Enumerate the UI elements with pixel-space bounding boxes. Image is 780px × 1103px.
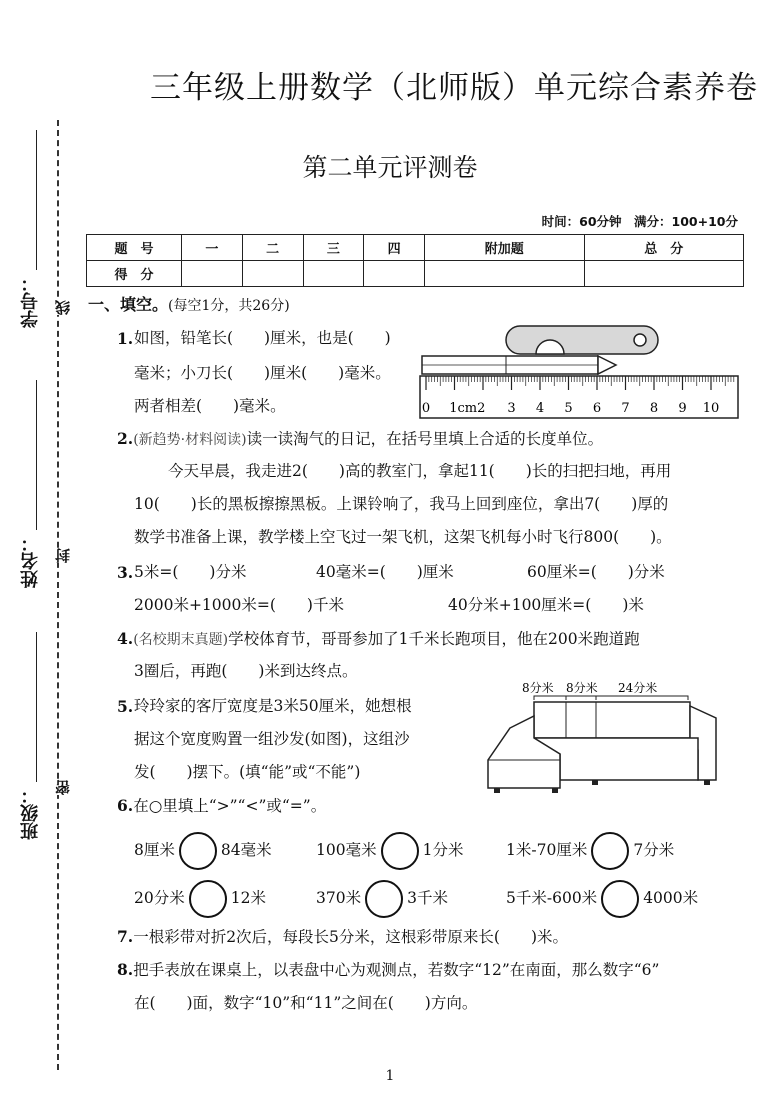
q2-header: 2.(新趋势·材料阅读)读一读淘气的日记，在括号里填上合适的长度单位。 [117, 429, 604, 448]
score-cell: 三 [303, 235, 364, 261]
page-title: 三年级上册数学（北师版）单元综合素养卷 [150, 70, 758, 106]
score-blank[interactable] [364, 261, 425, 287]
score-blank[interactable] [303, 261, 364, 287]
score-blank[interactable] [425, 261, 584, 287]
q3-number: 3. [117, 563, 134, 582]
q1-number: 1. [117, 329, 134, 348]
knife-hole [634, 334, 646, 346]
score-cell: 附加题 [425, 235, 584, 261]
q3-item: 60厘米=( )分米 [527, 563, 665, 581]
exam-meta: 时间：60分钟 满分：100+10分 [541, 214, 738, 229]
ruler-label: 7 [621, 401, 630, 416]
score-cell: 二 [242, 235, 303, 261]
q3-item: 2000米+1000米=( )千米 [134, 596, 344, 614]
score-cell: 题 号 [87, 235, 182, 261]
sofa-leg [704, 780, 710, 785]
ruler-label: 3 [507, 401, 516, 416]
q2-line2: 10( )长的黑板擦擦黑板。上课铃响了，我马上回到座位，拿出7( )厚的 [134, 495, 669, 513]
sofa-figure [480, 676, 730, 800]
q4-line1: 4.(名校期末真题)学校体育节，哥哥参加了1千米长跑项目，他在200米跑道跑 [117, 629, 640, 648]
score-cell: 四 [364, 235, 425, 261]
name-label: 姓名： [20, 534, 41, 588]
q5-number: 5. [117, 697, 134, 716]
page-subtitle: 第二单元评测卷 [302, 153, 478, 182]
page-number: 1 [385, 1068, 395, 1084]
sofa-label: 8分米 [566, 681, 598, 695]
q1-line3: 两者相差( )毫米。 [134, 397, 286, 415]
q2-line1: 今天早晨，我走进2( )高的教室门，拿起11( )长的扫把扫地，再用 [168, 462, 672, 480]
q3-item: 40分米+100厘米=( )米 [448, 596, 644, 614]
score-cell: 一 [182, 235, 243, 261]
binding-dashed-line [57, 120, 59, 1070]
score-table-header-row [87, 235, 744, 261]
sofa-label: 8分米 [522, 681, 554, 695]
q4-line2: 3圈后，再跑( )米到达终点。 [134, 662, 358, 680]
score-table [86, 234, 744, 287]
sofa-leg [494, 788, 500, 793]
mark-line: 线 [54, 300, 72, 315]
q8-line1: 8.把手表放在课桌上，以表盘中心为观测点，若数字“12”在南面，那么数字“6” [117, 960, 660, 979]
score-blank[interactable] [182, 261, 243, 287]
compare-circle[interactable] [381, 832, 419, 870]
student-id-label: 学号： [20, 274, 41, 328]
compare-circle[interactable] [591, 832, 629, 870]
q6-comparison: 20分米 12米 [134, 880, 266, 918]
q6-comparison: 100毫米 1分米 [316, 832, 463, 870]
q2-line3: 数学书准备上课，教学楼上空飞过一架飞机，这架飞机每小时飞行800( )。 [134, 528, 672, 546]
compare-circle[interactable] [179, 832, 217, 870]
ruler-label: 0 [421, 401, 431, 416]
sofa-label: 24分米 [618, 681, 658, 695]
q5-line1: 玲玲家的客厅宽度是3米50厘米，她想根 [134, 697, 412, 715]
ruler-label: 8 [649, 401, 659, 416]
sofa-backrest [534, 702, 690, 738]
pencil-tip [598, 356, 616, 374]
ruler-label: 1cm2 [449, 401, 486, 416]
class-label: 班级： [20, 786, 41, 840]
ruler-label: 10 [702, 401, 720, 416]
q6-comparison: 8厘米 84毫米 [134, 832, 272, 870]
ruler-label: 5 [564, 401, 573, 416]
q5-line2: 据这个宽度购置一组沙发(如图)，这组沙 [134, 730, 410, 748]
q8-line2: 在( )面，数字“10”和“11”之间在( )方向。 [134, 994, 478, 1012]
mark-secret: 密 [54, 780, 72, 795]
q1-line1: 如图，铅笔长( )厘米，也是( ) [134, 329, 391, 347]
class-underline [36, 632, 37, 782]
q1-line2: 毫米；小刀长( )厘米( )毫米。 [134, 364, 391, 382]
q7: 7.一根彩带对折2次后，每段长5分米，这根彩带原来长( )米。 [117, 927, 569, 946]
compare-circle[interactable] [189, 880, 227, 918]
section-heading: 一、填空。(每空1分，共26分) [88, 295, 290, 314]
q6-comparison: 1米-70厘米 7分米 [506, 832, 674, 870]
student-id-underline [36, 130, 37, 270]
q5-line3: 发( )摆下。(填“能”或“不能”) [134, 763, 361, 781]
sofa-leg [552, 788, 558, 793]
ruler-figure [418, 322, 742, 422]
q6-comparison: 370米 3千米 [316, 880, 448, 918]
sofa-dimension-line [534, 696, 688, 700]
score-table-score-row [87, 261, 744, 287]
sofa-leg [592, 780, 598, 785]
score-blank[interactable] [242, 261, 303, 287]
q6-comparison: 5千米-600米 4000米 [506, 880, 698, 918]
name-underline [36, 380, 37, 530]
q6-header: 6.在○里填上“>”“<”或“=”。 [117, 796, 327, 815]
score-cell: 得 分 [87, 261, 182, 287]
q3-item: 40毫米=( )厘米 [316, 563, 454, 581]
ruler-label: 6 [592, 401, 602, 416]
q3-item: 5米=( )分米 [134, 563, 247, 581]
score-blank[interactable] [584, 261, 744, 287]
ruler-label: 4 [535, 401, 545, 416]
score-cell: 总 分 [584, 235, 744, 261]
mark-seal: 封 [54, 548, 72, 563]
compare-circle[interactable] [601, 880, 639, 918]
compare-circle[interactable] [365, 880, 403, 918]
ruler-label: 9 [678, 401, 687, 416]
